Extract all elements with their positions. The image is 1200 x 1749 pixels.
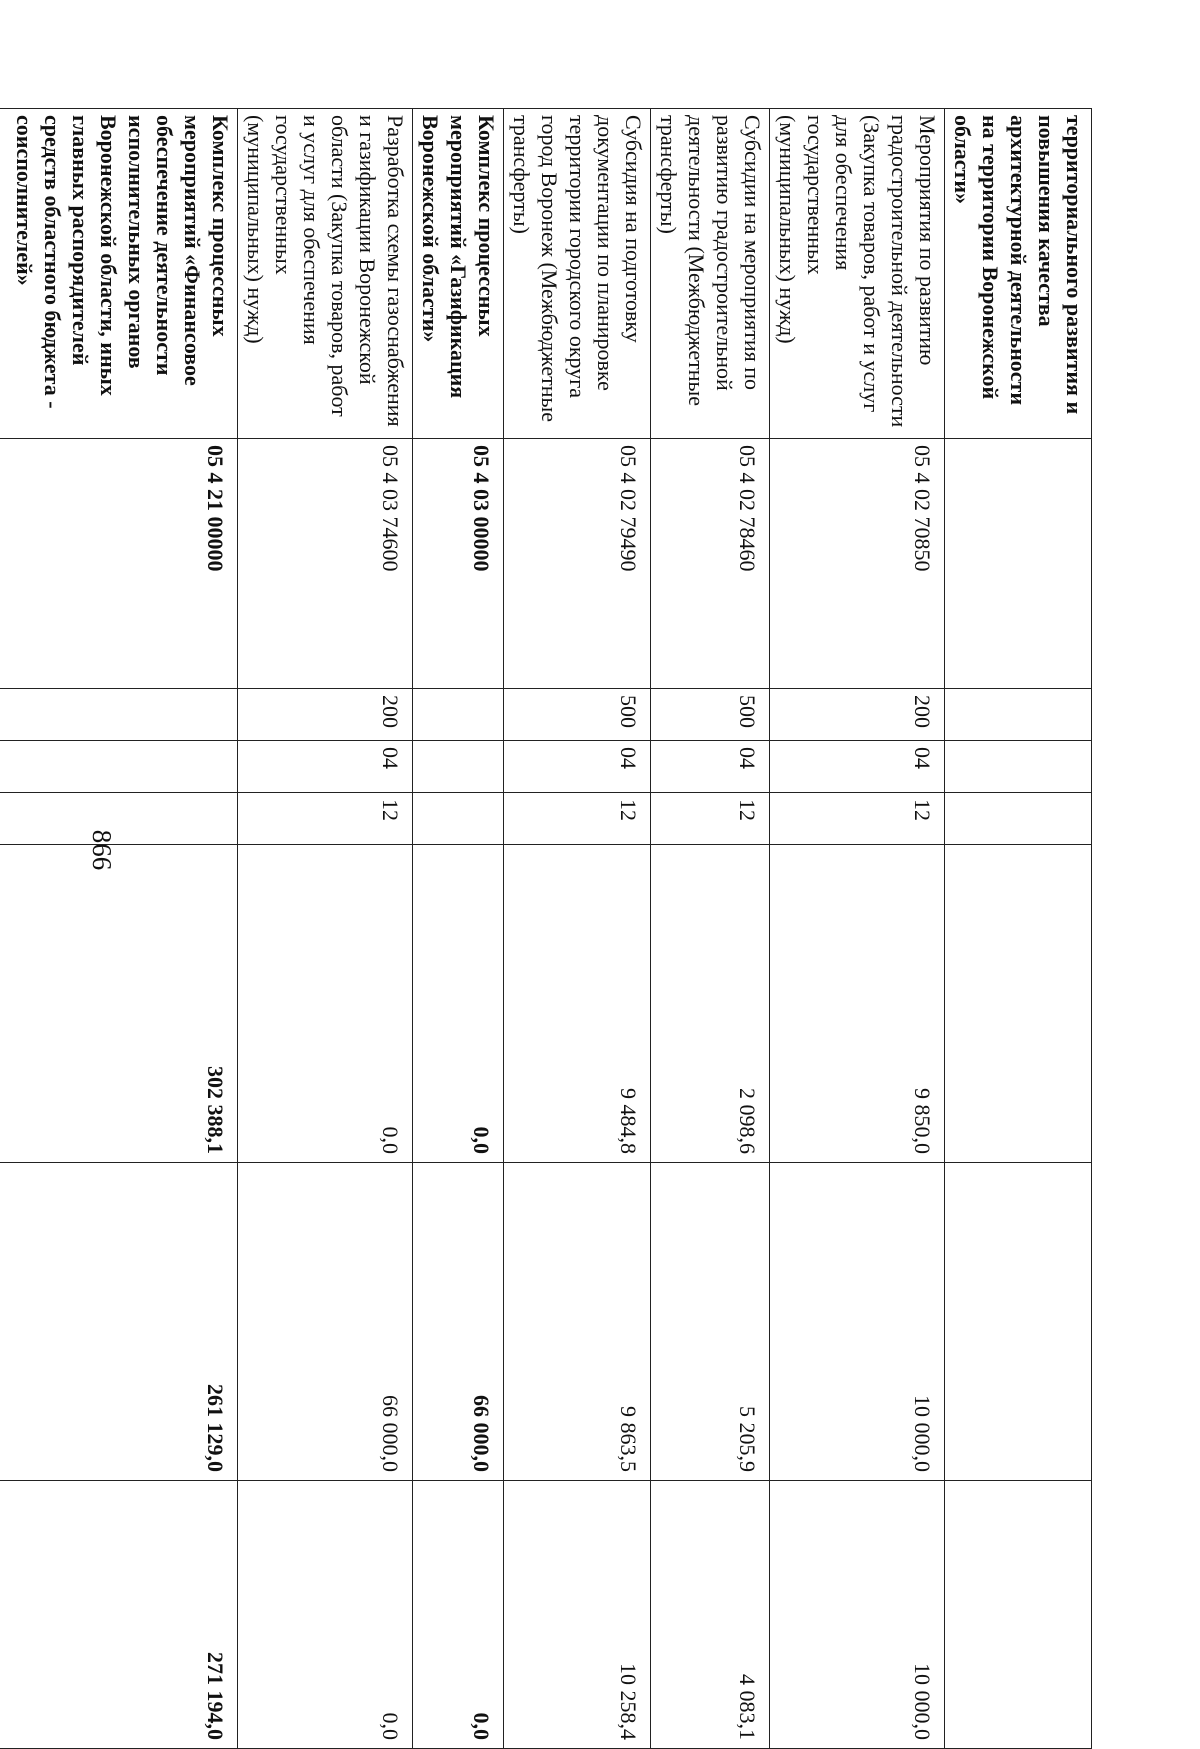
row-name-cell: территориального развития и повышения качества архитектурной деятельности на территории Воронежской области» bbox=[945, 109, 1092, 439]
amount-year2-cell: 10 000,0 bbox=[770, 1163, 945, 1481]
target-article-cell: 05 4 02 78460 bbox=[651, 439, 770, 689]
row-name-cell: Субсидии на мероприятия по развитию градостроительной деятельности (Межбюджетные трансферты) bbox=[651, 109, 770, 439]
expense-type-cell: 200 bbox=[770, 689, 945, 741]
amount-year3-cell: 10 258,4 bbox=[504, 1481, 651, 1749]
page-number: 866 bbox=[87, 829, 117, 871]
row-name-cell: Мероприятия по развитию градостроительной деятельности (Закупка товаров, работ и услуг для обеспечения государственных (муниципальных) нужд) bbox=[770, 109, 945, 439]
section-cell: 04 bbox=[651, 741, 770, 793]
expense-type-cell: 200 bbox=[238, 689, 413, 741]
section-cell bbox=[0, 741, 238, 793]
expense-type-cell bbox=[945, 689, 1092, 741]
section-cell bbox=[413, 741, 504, 793]
amount-year3-cell: 0,0 bbox=[413, 1481, 504, 1749]
table-row bbox=[0, 109, 238, 1749]
row-name-cell: Комплекс процессных мероприятий «Финансовое обеспечение деятельности исполнительных органов Воронежской области, иных главных распорядителей средств областного бюджета - соисполнителей» bbox=[0, 109, 238, 439]
row-name-cell: Разработка схемы газоснабжения и газификации Воронежской области (Закупка товаров, работ и услуг для обеспечения государственных (муниципальных) нужд) bbox=[238, 109, 413, 439]
target-article-cell: 05 4 03 00000 bbox=[413, 439, 504, 689]
subsection-cell: 12 bbox=[651, 793, 770, 845]
amount-year1-cell: 2 098,6 bbox=[651, 845, 770, 1163]
target-article-cell bbox=[945, 439, 1092, 689]
amount-year2-cell: 9 863,5 bbox=[504, 1163, 651, 1481]
subsection-cell bbox=[413, 793, 504, 845]
budget-table bbox=[0, 108, 1092, 1749]
expense-type-cell bbox=[0, 689, 238, 741]
amount-year2-cell: 5 205,9 bbox=[651, 1163, 770, 1481]
table-row bbox=[945, 109, 1092, 1749]
amount-year3-cell: 0,0 bbox=[238, 1481, 413, 1749]
amount-year1-cell: 9 850,0 bbox=[770, 845, 945, 1163]
subsection-cell: 12 bbox=[770, 793, 945, 845]
section-cell bbox=[945, 741, 1092, 793]
expense-type-cell: 500 bbox=[651, 689, 770, 741]
target-article-cell: 05 4 02 79490 bbox=[504, 439, 651, 689]
subsection-cell: 12 bbox=[504, 793, 651, 845]
amount-year2-cell: 261 129,0 bbox=[0, 1163, 238, 1481]
expense-type-cell bbox=[413, 689, 504, 741]
row-name-cell: Субсидия на подготовку документации по планировке территории городского округа город Воронеж (Межбюджетные трансферты) bbox=[504, 109, 651, 439]
table-row bbox=[238, 109, 413, 1749]
subsection-cell: 12 bbox=[238, 793, 413, 845]
target-article-cell: 05 4 21 00000 bbox=[0, 439, 238, 689]
table-row bbox=[413, 109, 504, 1749]
table-row bbox=[504, 109, 651, 1749]
section-cell: 04 bbox=[238, 741, 413, 793]
amount-year1-cell: 0,0 bbox=[238, 845, 413, 1163]
target-article-cell: 05 4 03 74600 bbox=[238, 439, 413, 689]
amount-year1-cell bbox=[945, 845, 1092, 1163]
amount-year1-cell: 0,0 bbox=[413, 845, 504, 1163]
amount-year3-cell: 4 083,1 bbox=[651, 1481, 770, 1749]
target-article-cell: 05 4 02 70850 bbox=[770, 439, 945, 689]
amount-year3-cell bbox=[945, 1481, 1092, 1749]
amount-year1-cell: 9 484,8 bbox=[504, 845, 651, 1163]
amount-year2-cell: 66 000,0 bbox=[238, 1163, 413, 1481]
row-name-cell: Комплекс процессных мероприятий «Газификация Воронежской области» bbox=[413, 109, 504, 439]
amount-year3-cell: 10 000,0 bbox=[770, 1481, 945, 1749]
amount-year2-cell bbox=[945, 1163, 1092, 1481]
table-row bbox=[770, 109, 945, 1749]
section-cell: 04 bbox=[770, 741, 945, 793]
expense-type-cell: 500 bbox=[504, 689, 651, 741]
subsection-cell bbox=[945, 793, 1092, 845]
subsection-cell bbox=[0, 793, 238, 845]
amount-year2-cell: 66 000,0 bbox=[413, 1163, 504, 1481]
amount-year3-cell: 271 194,0 bbox=[0, 1481, 238, 1749]
table-row bbox=[651, 109, 770, 1749]
section-cell: 04 bbox=[504, 741, 651, 793]
amount-year1-cell: 302 388,1 bbox=[0, 845, 238, 1163]
